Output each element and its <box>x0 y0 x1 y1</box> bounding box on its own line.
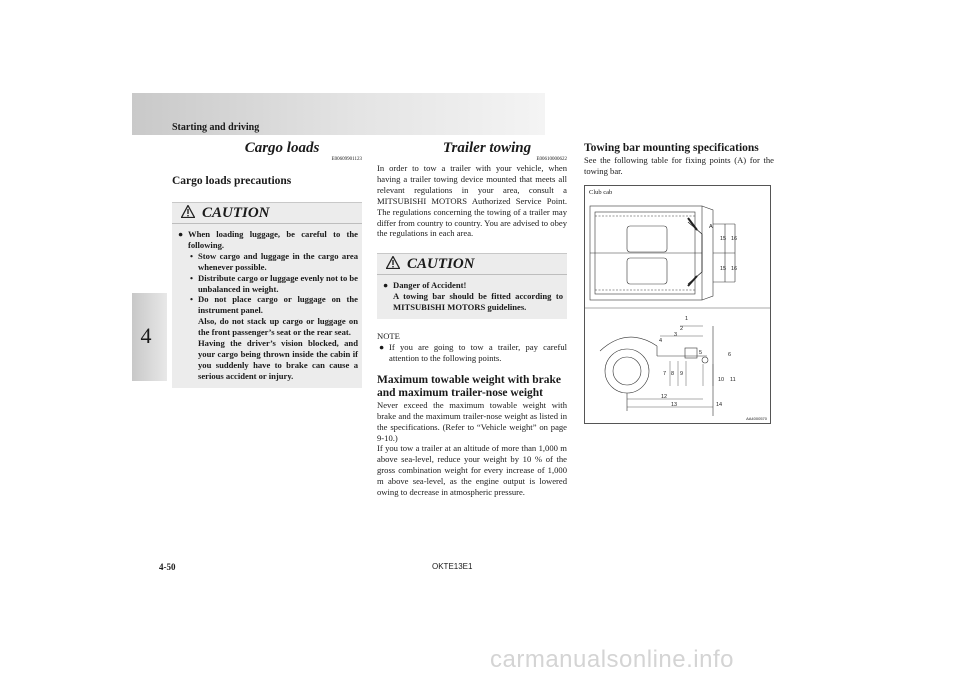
figure-label: 4 <box>659 338 663 344</box>
caution-header <box>377 254 567 275</box>
warning-triangle-icon <box>181 205 195 218</box>
caution-item-text: Do not place cargo or luggage on the instrument panel. <box>198 294 358 316</box>
caution-item-text: Stow cargo and luggage in the cargo area whenever possible. <box>198 250 358 272</box>
trailer-column <box>377 140 567 498</box>
caution-item: • Stow cargo and luggage in the cargo area whenever possible. <box>190 250 358 272</box>
trailer-title: Trailer towing <box>442 140 532 156</box>
figure-label: 9 <box>680 371 684 377</box>
towing-bar-column <box>584 140 774 177</box>
figure-label: 7 <box>663 371 667 377</box>
cargo-code: E00609901123 <box>331 157 362 162</box>
max-weight-paragraph: Never exceed the maximum towable weight with brake and the maximum trailer-nose weight as listed in the specifications. (Refer to “Vehicle weight” on page 9-10.) <box>377 399 567 443</box>
cargo-subtitle: Cargo loads precautions <box>172 175 292 187</box>
note-item <box>377 342 567 364</box>
trailer-intro: In order to tow a trailer with your vehicle, when having a trailer towing device mounted that meets all relevant regulations in your area, consult a MITSUBISHI MOTORS Authorized Service Point. The regulations concerning the towing of a trailer may differ from country to country. You are advised to obey the regulations in each area. <box>377 163 567 239</box>
cargo-caution-box <box>172 202 362 388</box>
figure-label: 2 <box>680 326 684 332</box>
chapter-tab <box>132 293 167 381</box>
figure-label: 14 <box>716 402 723 408</box>
caution-extra2: Having the driver’s vision blocked, and your cargo being thrown inside the cabin if you suddenly have to brake can cause a serious accident or injury. <box>198 338 358 381</box>
caution-bullet-text: When loading luggage, be careful to the following. <box>188 229 358 250</box>
figure-label: 6 <box>728 352 732 358</box>
cargo-title: Cargo loads <box>244 140 320 156</box>
max-weight-paragraph: If you tow a trailer at an altitude of more than 1,000 m above sea-level, reduce your weight by 10 % of the gross combination weight for every increase of 1,000 m above sea-level, as the engine output is lowered owing to decrease in atmospheric pressure. <box>377 443 567 498</box>
figure-label: 1 <box>685 316 689 322</box>
caution-item: • Do not place cargo or luggage on the instrument panel. Also, do not stack up cargo or luggage on the front passenger’s seat or the rear seat. Having the driver’s vision blocked, and your cargo being thrown inside the cabin if you suddenly have to brake can cause a serious accident or injury. <box>190 294 358 381</box>
towing-bar-diagram <box>585 186 770 423</box>
max-weight-title: Maximum towable weight with brake and maximum trailer-nose weight <box>377 373 561 399</box>
bullet-icon: ● <box>383 280 389 291</box>
towing-bar-title: Towing bar mounting specifications <box>584 142 759 154</box>
figure-label: 12 <box>661 394 668 400</box>
trailer-caution-box <box>377 253 567 319</box>
figure-label: 8 <box>671 371 675 377</box>
bullet-icon: ● <box>379 341 385 352</box>
figure-label: 5 <box>699 350 703 356</box>
trailer-code: E00610000622 <box>536 157 567 162</box>
figure-label: 11 <box>730 377 736 383</box>
warning-triangle-icon <box>386 256 400 269</box>
figure-label: 16 <box>731 236 738 242</box>
page-number: 4-50 <box>159 562 176 572</box>
caution-item-text: Distribute cargo or luggage evenly not to be unbalanced in weight. <box>198 272 358 294</box>
figure-label: 13 <box>671 402 678 408</box>
note-text: If you are going to tow a trailer, pay careful attention to the following points. <box>389 341 567 363</box>
chapter-number: 4 <box>140 323 152 348</box>
caution-extra: Also, do not stack up cargo or luggage on the front passenger’s seat or the rear seat. <box>198 316 358 338</box>
figure-label: 15 <box>720 266 727 272</box>
figure-label: 10 <box>718 377 725 383</box>
figure-label: 16 <box>731 266 738 272</box>
towing-bar-text: See the following table for fixing points (A) for the towing bar. <box>584 155 774 176</box>
figure-label: 15 <box>720 236 727 242</box>
caution-bullet <box>381 280 563 313</box>
caution-header <box>172 203 362 224</box>
caution-bullet <box>176 229 358 382</box>
caution-bullet-text: A towing bar should be fitted according to MITSUBISHI MOTORS guidelines. <box>393 291 563 313</box>
caution-title: CAUTION <box>407 256 475 273</box>
cargo-column <box>172 140 362 388</box>
figure-code: AA4000570 <box>746 416 767 421</box>
note-label: NOTE <box>377 331 400 342</box>
document-code: OKTE13E1 <box>432 562 473 571</box>
caution-title: CAUTION <box>202 205 270 221</box>
towing-bar-figure <box>584 185 771 424</box>
watermark: carmanualsonline.info <box>490 646 734 673</box>
section-title: Starting and driving <box>172 122 260 133</box>
figure-caption: Club cab <box>589 189 613 196</box>
caution-item: • Distribute cargo or luggage evenly not to be unbalanced in weight. <box>190 272 358 294</box>
caution-bullet-title: Danger of Accident! <box>393 280 467 291</box>
figure-label: A <box>709 224 713 230</box>
figure-label: 3 <box>674 332 678 338</box>
bullet-icon: ● <box>178 229 184 239</box>
